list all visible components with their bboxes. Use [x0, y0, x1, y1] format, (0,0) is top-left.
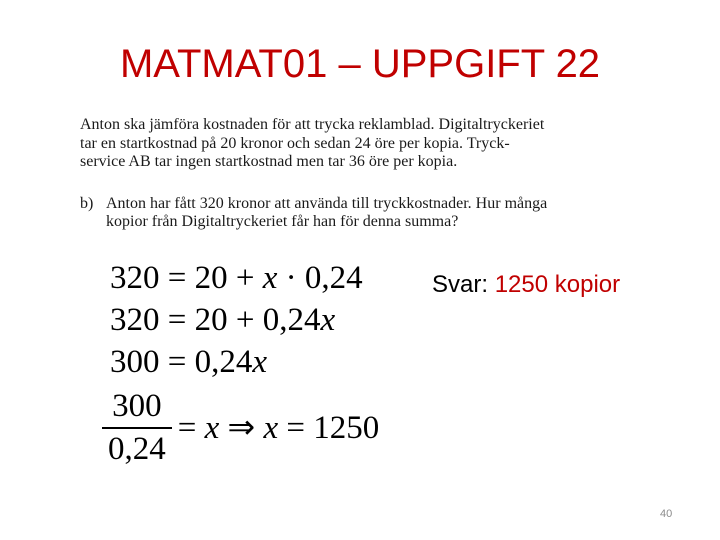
part-b	[80, 195, 660, 232]
equation-4: $\frac{300}{0,24}$ = x ⇒ x = 1250	[110, 390, 379, 466]
fraction-denominator: 0,24	[102, 427, 172, 466]
intro-line-2: tar en startkostnad på 20 kronor och sedan 24 öre per kopia. Tryck-	[80, 134, 510, 152]
variable-x: x	[263, 409, 279, 446]
part-b-label: b)	[80, 194, 94, 212]
intro-line-3: service AB tar ingen startkostnad men tar 36 öre per kopia.	[80, 153, 458, 170]
intro-line-1: Anton ska jämföra kostnaden för att trycka reklamblad. Digitaltryckeriet	[80, 116, 545, 133]
equation-2: 320 = 20 + 0,24x	[110, 302, 336, 338]
fraction	[102, 390, 172, 466]
slide-title: MATMAT01 – UPPGIFT 22	[119, 42, 601, 86]
problem-text	[80, 116, 660, 232]
implies-arrow: ⇒	[219, 409, 264, 446]
variable-x: x	[204, 409, 220, 446]
solution-equations	[110, 262, 379, 466]
answer-label: Svar:	[432, 271, 495, 298]
variable-x: x	[320, 302, 336, 338]
answer	[432, 271, 620, 299]
equation-3: 300 = 0,24x	[110, 344, 268, 380]
answer-value: 1250 kopior	[494, 271, 621, 298]
part-b-question	[106, 195, 547, 232]
fraction-numerator: 300	[112, 388, 162, 424]
page-number: 40	[660, 508, 673, 520]
variable-x: x	[252, 344, 268, 380]
part-b-line-1: Anton har fått 320 kronor att använda till tryckkostnader. Hur många	[106, 194, 548, 212]
part-b-line-2: kopior från Digitaltryckeriet får han för denna summa?	[106, 213, 459, 230]
equation-1: 320 = 20 + x · 0,24	[110, 260, 363, 296]
variable-x: x	[262, 260, 278, 296]
